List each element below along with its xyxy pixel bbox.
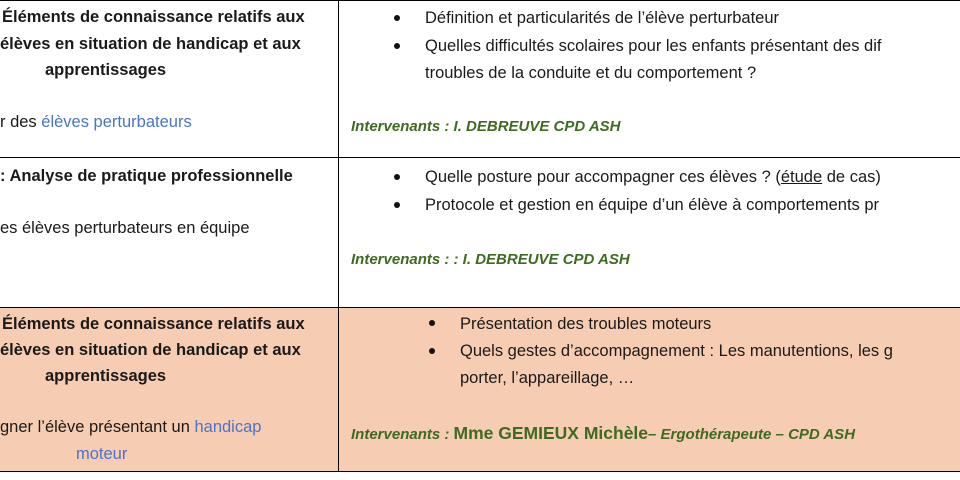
row-2-subtitle: es élèves perturbateurs en équipe: [0, 219, 250, 237]
bullet-icon: [394, 43, 400, 49]
row-1-subtitle: r des élèves perturbateurs: [0, 113, 192, 131]
bullet-icon: [394, 202, 400, 208]
row-3-intervenants: Intervenants : Mme GEMIEUX Michèle– Ergothérapeute – CPD ASH: [351, 423, 856, 443]
row-3-subtitle: gner l’élève présentant un handicap: [0, 418, 262, 436]
bullet-icon: [429, 348, 435, 354]
row-divider: [0, 307, 960, 308]
row-3-title-line-1: Éléments de connaissance relatifs aux: [2, 315, 305, 333]
row-1-title-line-3: apprentissages: [45, 61, 167, 79]
handicap-link[interactable]: handicap: [194, 418, 262, 436]
row-divider: [0, 157, 960, 158]
row-3-title-line-2: élèves en situation de handicap et aux: [0, 341, 301, 359]
row-2-title: : Analyse de pratique professionnelle: [0, 167, 293, 185]
row-1-bullet-2: Quelles difficultés scolaires pour les enfants présentant des dif: [425, 37, 882, 55]
intervenant-name: Mme GEMIEUX Michèle: [453, 423, 649, 443]
row-divider: [0, 471, 960, 472]
bullet-icon: [429, 320, 435, 326]
etude-link[interactable]: étude: [780, 168, 823, 186]
row-1-title-line-2: élèves en situation de handicap et aux: [0, 35, 301, 53]
row-divider: [0, 0, 960, 1]
moteur-link[interactable]: moteur: [76, 445, 128, 463]
column-divider: [338, 0, 339, 472]
row-2-intervenants: Intervenants : : I. DEBREUVE CPD ASH: [351, 251, 630, 268]
bullet-icon: [394, 174, 400, 180]
row-3-bullet-1: Présentation des troubles moteurs: [460, 315, 712, 333]
row-1-title-line-1: Éléments de connaissance relatifs aux: [2, 8, 305, 26]
row-1-bullet-2-continued: troubles de la conduite et du comportement ?: [425, 64, 757, 82]
bullet-icon: [394, 15, 400, 21]
row-2-bullet-2: Protocole et gestion en équipe d’un élève à comportements pr: [425, 196, 880, 214]
row-3-bullet-2: Quels gestes d’accompagnement : Les manutentions, les g: [460, 342, 893, 360]
row-3-title-line-3: apprentissages: [45, 367, 167, 385]
eleves-perturbateurs-link[interactable]: élèves perturbateurs: [41, 113, 192, 131]
row-1-intervenants: Intervenants : I. DEBREUVE CPD ASH: [351, 118, 621, 135]
row-3-bullet-2-continued: porter, l’appareillage, …: [460, 369, 635, 387]
row-2-bullet-1: Quelle posture pour accompagner ces élèves ? (étude de cas): [425, 168, 881, 186]
row-1-bullet-1: Définition et particularités de l’élève perturbateur: [425, 9, 780, 27]
